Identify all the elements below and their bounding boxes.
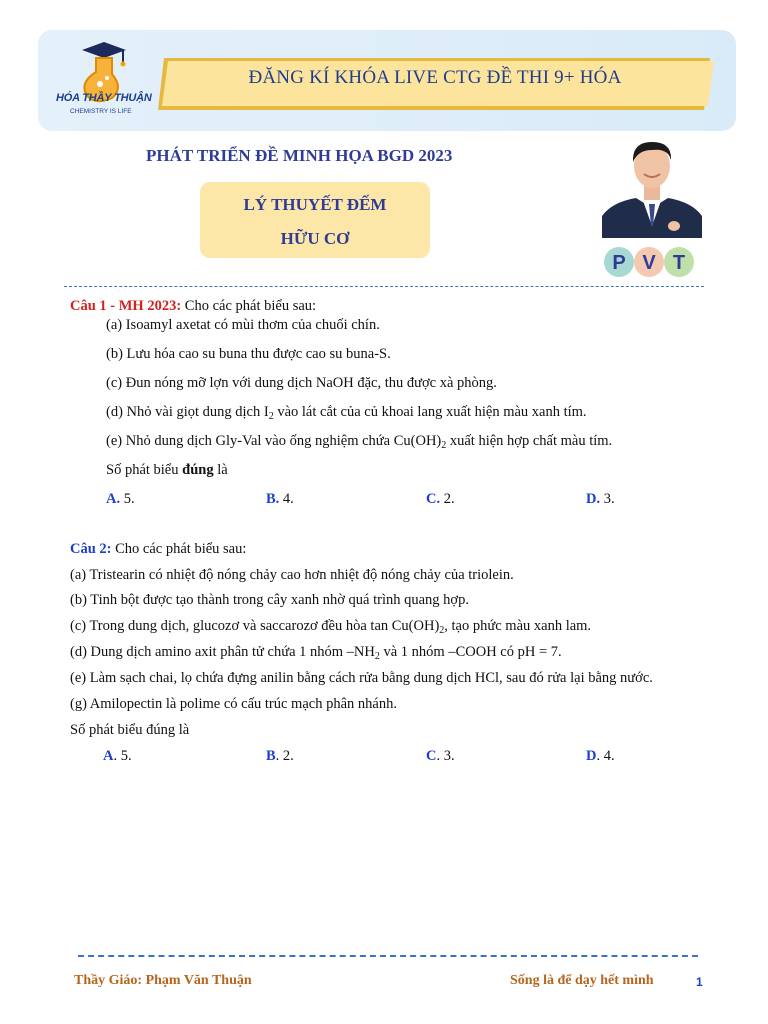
footer-divider [78, 955, 698, 957]
q2-header [70, 540, 246, 558]
top-divider [64, 286, 704, 287]
q1-statement-d: (d) Nhỏ vài giọt dung dịch $I_2$ vào lát cắt của củ khoai lang xuất hiện màu xanh tím. [106, 404, 587, 422]
q2-statement-a: (a) Tristearin có nhiệt độ nóng chảy cao hơn nhiệt độ nóng chảy của triolein. [70, 567, 514, 583]
q2-label: Câu 2: [70, 541, 112, 557]
q1-statement-a: (a) Isoamyl axetat có mùi thơm của chuối chín. [106, 317, 380, 333]
q2-statement-b: (b) Tinh bột được tạo thành trong cây xanh nhờ quá trình quang hợp. [70, 592, 469, 608]
q1-option-a[interactable]: A. 5. [106, 491, 135, 507]
q1-label: Câu 1 - MH 2023: [70, 298, 182, 314]
q1-intro: Cho các phát biểu sau: [181, 298, 317, 314]
q1-question: Số phát biểu đúng là [106, 462, 228, 478]
q2-statement-e: (e) Làm sạch chai, lọ chứa đựng anilin bằng cách rửa bằng dung dịch HCl, sau đó rửa lại bằng nước. [70, 670, 653, 686]
q1-header [70, 297, 316, 315]
q1-option-b[interactable]: B. 4. [266, 491, 294, 507]
logo-text: HÓA THẦY THUẬN [56, 92, 152, 104]
pvt-badge [603, 244, 695, 280]
logo-tagline: CHEMISTRY IS LIFE [70, 108, 132, 115]
banner-text[interactable]: ĐĂNG KÍ KHÓA LIVE CTG ĐỀ THI 9+ HÓA [248, 67, 622, 88]
badge-t: T [672, 252, 686, 274]
q2-intro: Cho các phát biểu sau: [111, 541, 247, 557]
q2-statement-d: (d) Dung dịch amino axit phân tử chứa 1 nhóm $-NH_2$ và 1 nhóm –COOH có pH = 7. [70, 644, 562, 662]
footer-motto: Sống là để dạy hết mình [510, 973, 654, 988]
topic-line-2: HỮU CƠ [280, 229, 350, 248]
q2-option-c[interactable]: C. 3. [426, 748, 455, 764]
topic-box [200, 182, 430, 258]
badge-p: P [612, 252, 626, 274]
q1-statement-b: (b) Lưu hóa cao su buna thu được cao su buna-S. [106, 346, 391, 362]
topic-line-1: LÝ THUYẾT ĐẾM [243, 195, 387, 214]
q2-option-a[interactable]: A. 5. [103, 748, 132, 764]
q2-statement-c: (c) Trong dung dịch, glucozơ và saccarozơ đều hòa $\tan Cu(OH)_2$, tạo phức màu xanh lam. [70, 618, 592, 636]
q1-statement-c: (c) Đun nóng mỡ lợn với dung dịch NaOH đặc, thu được xà phòng. [106, 375, 497, 391]
q1-statement-e: (e) Nhỏ dung dịch Gly-Val vào ống nghiệm chứa $Cu(OH)_2$ xuất hiện hợp chất màu tím. [106, 433, 613, 451]
teacher-photo [602, 134, 702, 238]
page-title: PHÁT TRIỂN ĐỀ MINH HỌA BGD 2023 [146, 146, 453, 165]
badge-v: V [642, 252, 656, 274]
footer-teacher: Thầy Giáo: Phạm Văn Thuận [74, 973, 252, 988]
q2-question: Số phát biểu đúng là [70, 722, 190, 738]
q1-option-c[interactable]: C. 2. [426, 491, 455, 507]
page-number: 1 [696, 975, 703, 989]
q2-option-b[interactable]: B. 2. [266, 748, 294, 764]
q2-option-d[interactable]: D. 4. [586, 748, 615, 764]
q1-option-d[interactable]: D. 3. [586, 491, 615, 507]
q2-statement-g: (g) Amilopectin là polime có cấu trúc mạch phân nhánh. [70, 696, 397, 712]
